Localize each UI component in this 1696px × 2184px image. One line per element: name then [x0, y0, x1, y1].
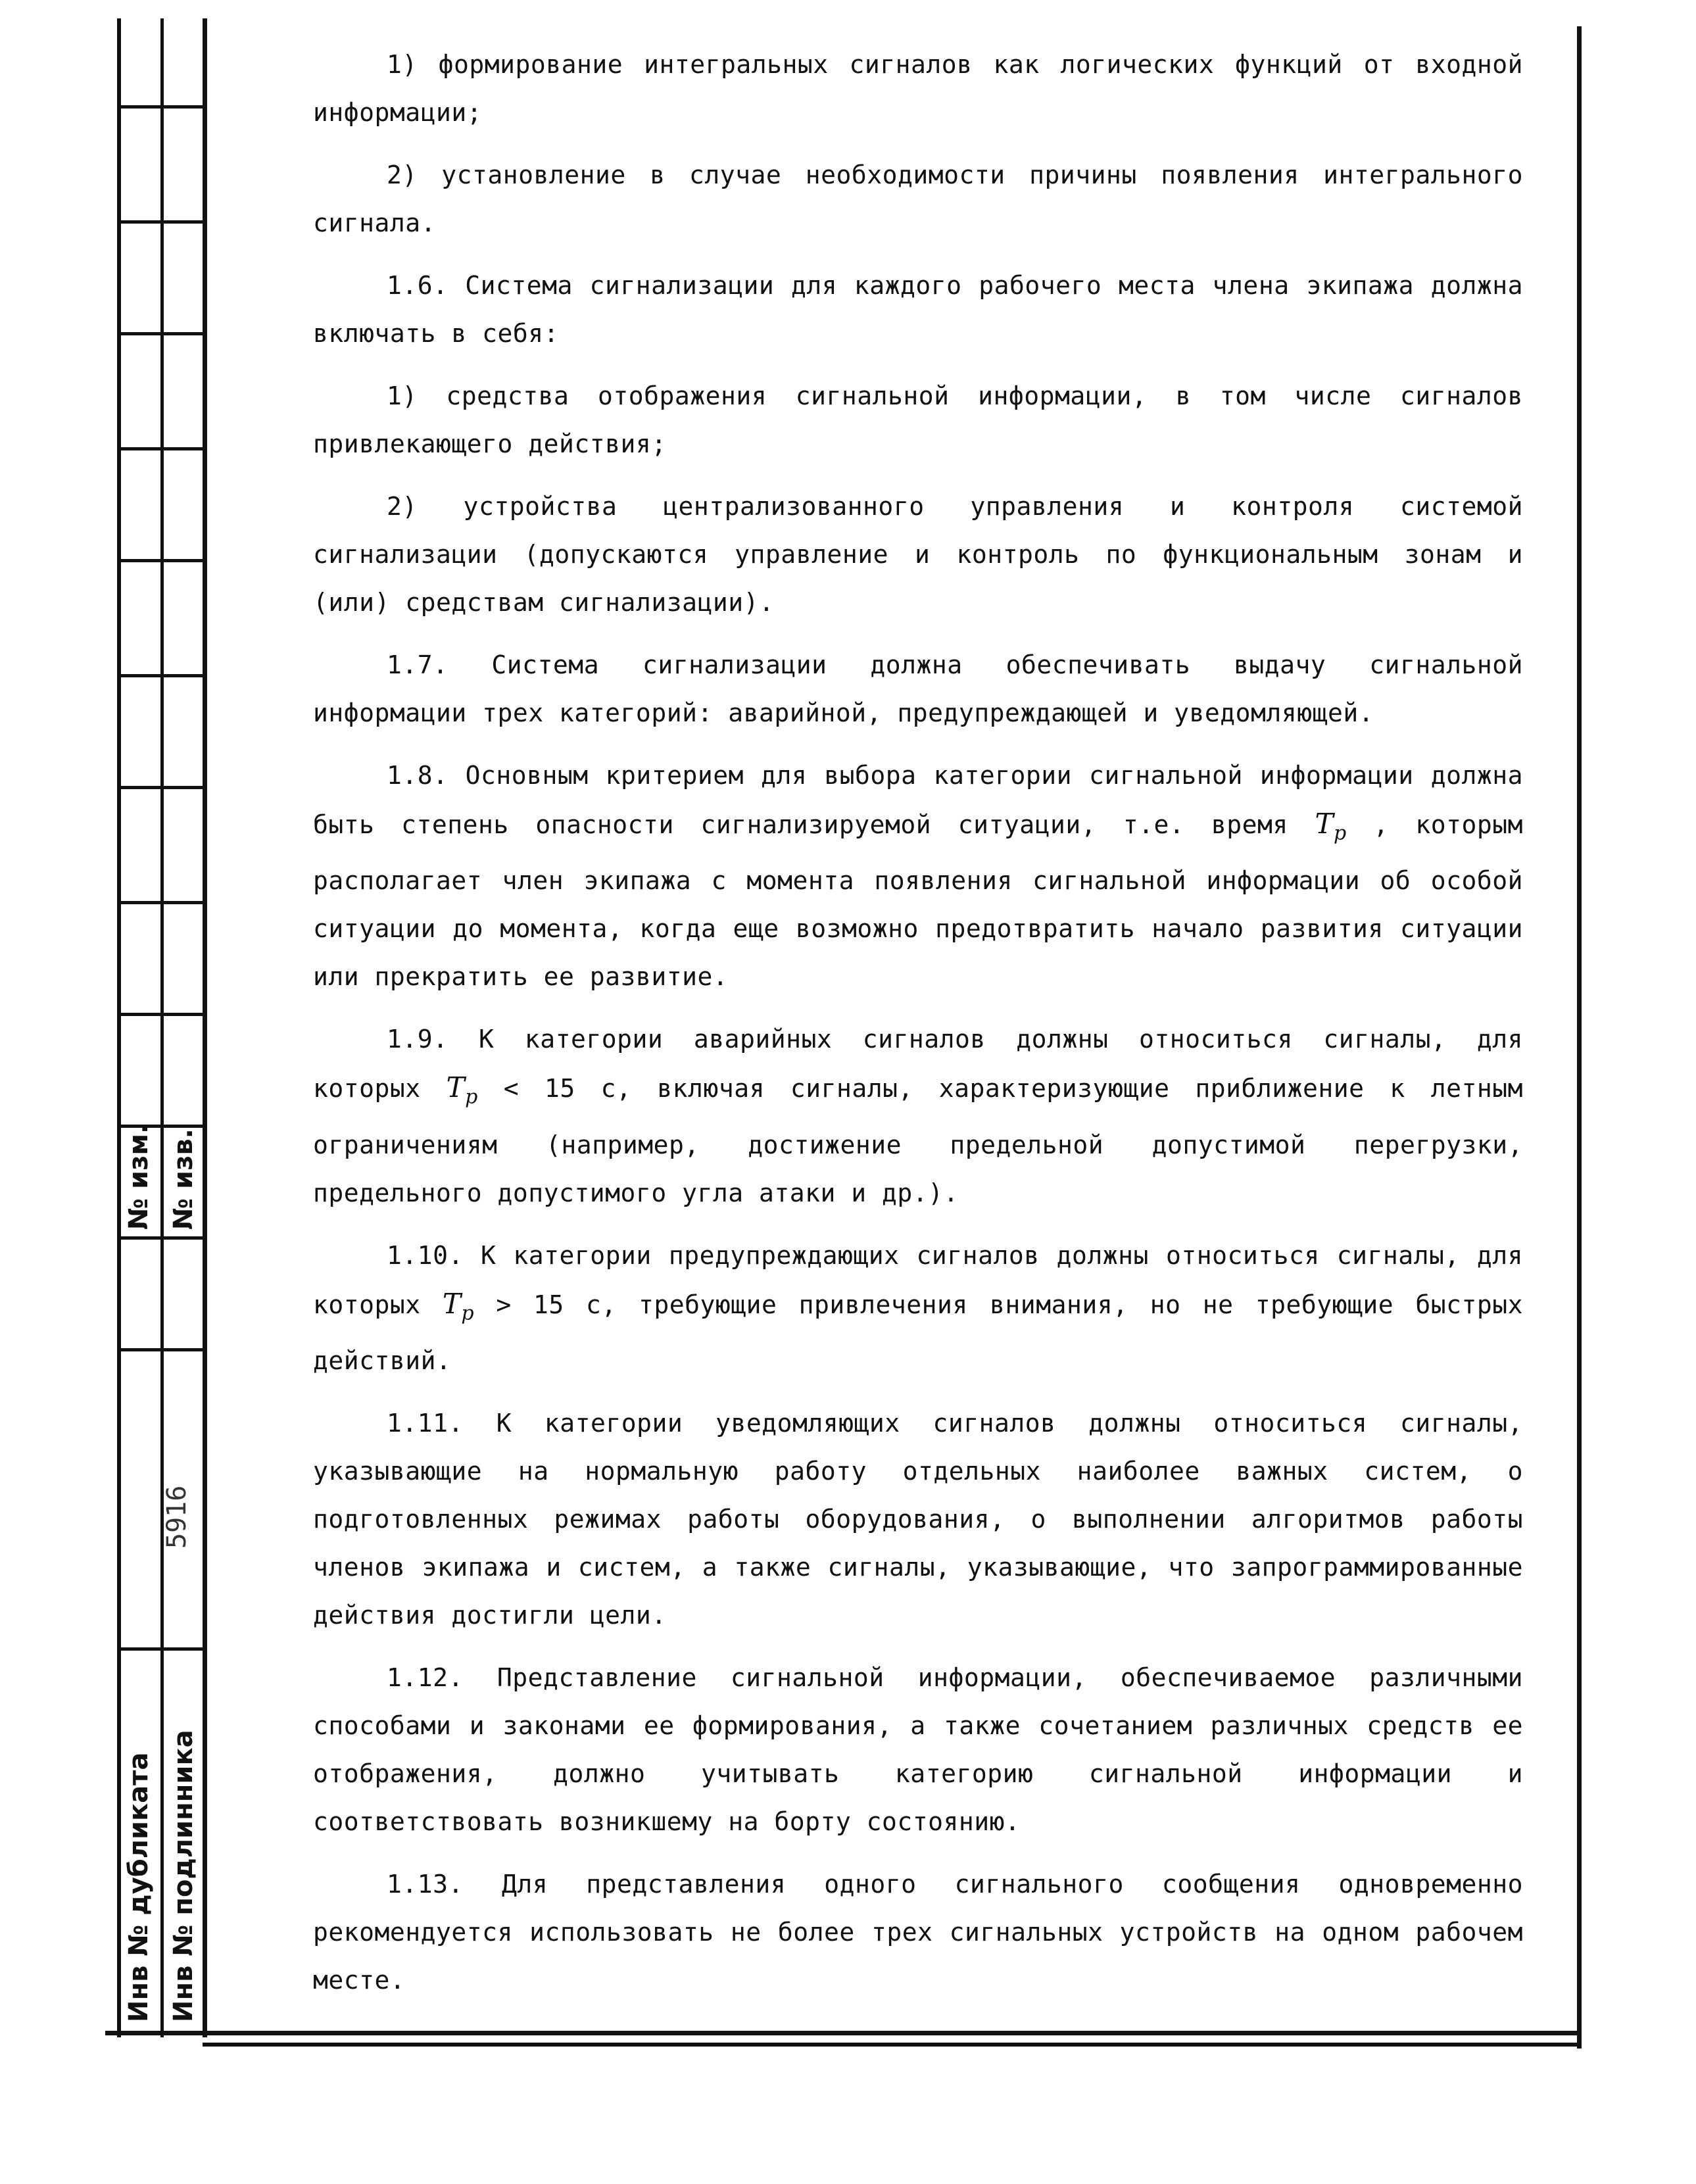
- stamp-dublikat-label: Инв № дубликата: [124, 1752, 154, 2022]
- paragraph-1-9: [313, 1015, 1523, 1217]
- frame-right: [1577, 26, 1582, 2049]
- frame-bottom: [105, 2031, 1582, 2035]
- stamp-grid-line: [117, 1236, 207, 1240]
- paragraph-1-10: [313, 1232, 1523, 1385]
- stamp-grid-line: [117, 220, 207, 224]
- symbol-main: T: [1315, 808, 1334, 840]
- symbol-sub: р: [1333, 821, 1347, 845]
- paragraph: 1) формирование интегральных сигналов как логических функций от входной информации;: [313, 50, 1523, 127]
- paragraph-text: 1.8. Основным критерием для выбора категории сигнальной информации должна быть степень опасности сигнализируемой ситуации, т.е. время: [313, 761, 1523, 839]
- frame-left-outer: [117, 18, 121, 2037]
- frame-left-middle: [160, 18, 164, 2037]
- stamp-number: 5916: [162, 1485, 192, 1549]
- document-body: [313, 41, 1523, 2019]
- time-symbol: [446, 1071, 478, 1109]
- stamp-grid-line: [117, 559, 207, 562]
- symbol-main: T: [446, 1071, 466, 1104]
- stamp-grid-line: [117, 674, 207, 677]
- paragraph-text: , которым располагает член экипажа с момента появления сигнальной информации об особой ситуации до момента, когда еще возможно предотвратить начало развития ситуации или прекратить ее развитие.: [313, 810, 1523, 992]
- paragraph-text: < 15 с, включая сигналы, характеризующие приближение к летным ограничениям (например, достижение предельной допустимой перегрузки, предельного допустимого угла атаки и др.).: [313, 1074, 1523, 1207]
- time-symbol: [1315, 808, 1347, 845]
- paragraph-1-8: [313, 752, 1523, 1001]
- stamp-grid-line: [117, 105, 207, 109]
- paragraph-text: > 15 с, требующие привлечения внимания, но не требующие быстрых действий.: [313, 1290, 1523, 1376]
- time-symbol: [442, 1287, 475, 1325]
- symbol-main: T: [442, 1287, 462, 1320]
- stamp-grid-line: [117, 1013, 207, 1016]
- symbol-sub: р: [465, 1085, 478, 1109]
- paragraph: 1.6. Система сигнализации для каждого рабочего места члена экипажа должна включать в себя:: [313, 271, 1523, 348]
- paragraph: 2) установление в случае необходимости причины появления интегрального сигнала.: [313, 160, 1523, 237]
- paragraph-text: 1.10. К категории предупреждающих сигналов должны относиться сигналы, для которых: [313, 1240, 1523, 1319]
- stamp-podlinnik-label: Инв № подлинника: [168, 1730, 199, 2022]
- stamp-grid-line: [117, 447, 207, 450]
- paragraph: 1.12. Представление сигнальной информации, обеспечиваемое различными способами и законами ее формирования, а также сочетанием различных средств ее отображения, должно учитывать категорию сигнальной информации и соответствовать возникшему на борту состоянию.: [313, 1663, 1523, 1837]
- stamp-grid-line: [117, 332, 207, 335]
- stamp-izv-label: № изв.: [168, 1128, 199, 1230]
- stamp-grid-line: [117, 786, 207, 789]
- symbol-sub: р: [461, 1301, 475, 1325]
- frame-bottom-shadow: [203, 2043, 1582, 2047]
- paragraph: 1.7. Система сигнализации должна обеспечивать выдачу сигнальной информации трех категорий: аварийной, предупреждающей и уведомляющей.: [313, 650, 1523, 727]
- paragraph-text: 1.9. К категории аварийных сигналов должны относиться сигналы, для которых: [313, 1025, 1523, 1104]
- stamp-izm-label: № изм.: [124, 1123, 154, 1230]
- paragraph: 1.13. Для представления одного сигнального сообщения одновременно рекомендуется использовать не более трех сигнальных устройств на одном рабочем месте.: [313, 1870, 1523, 1995]
- paragraph: 2) устройства централизованного управления и контроля системой сигнализации (допускаются управление и контроль по функциональным зонам и (или) средствам сигнализации).: [313, 492, 1523, 617]
- stamp-grid-line: [117, 1647, 207, 1651]
- stamp-grid-line: [117, 1348, 207, 1351]
- frame-left-inner: [203, 18, 207, 2037]
- paragraph: 1) средства отображения сигнальной информации, в том числе сигналов привлекающего действия;: [313, 381, 1523, 458]
- stamp-grid-line: [117, 901, 207, 904]
- paragraph: 1.11. К категории уведомляющих сигналов должны относиться сигналы, указывающие на нормальную работу отдельных наиболее важных систем, о подготовленных режимах работы оборудования, о выполнении алгоритмов работы членов экипажа и систем, а также сигналы, указывающие, что запрограммированные действия достигли цели.: [313, 1409, 1523, 1630]
